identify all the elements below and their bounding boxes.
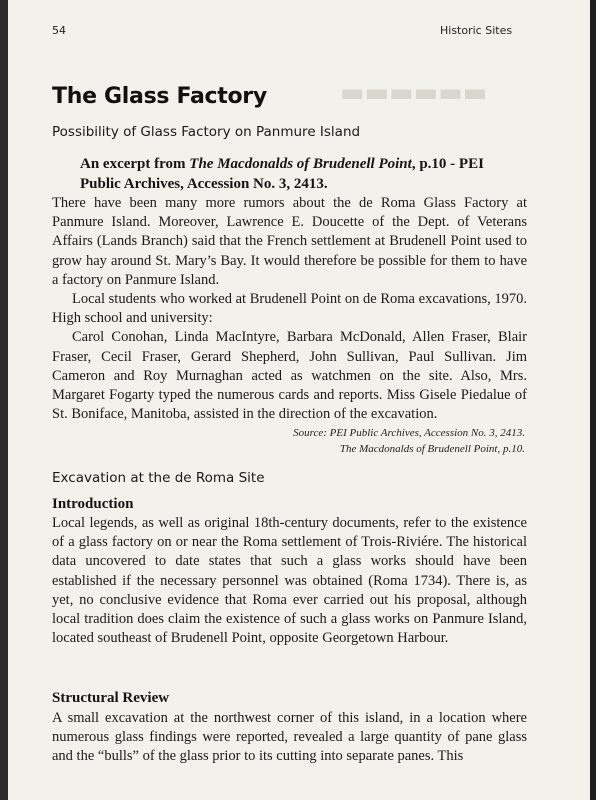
paragraph-structural-review: A small excavation at the northwest corner of this island, in a location where numerous glass findings were reported, revealed a large quantity of pane glass and the “bulls” of the glass prior to its cutting into separate panes. This bbox=[52, 710, 527, 765]
source-line-2: The Macdonalds of Brudenell Point, p.10. bbox=[339, 443, 525, 455]
section-heading-possibility: Possibility of Glass Factory on Panmure Island bbox=[52, 124, 361, 140]
source-line-1: Source: PEI Public Archives, Accession No. 3, 2413. bbox=[293, 427, 525, 439]
subheading-structural-review: Structural Review bbox=[52, 690, 170, 706]
page-edge-left bbox=[0, 0, 8, 800]
excerpt-book-title: The Macdonalds of Brudenell Point bbox=[189, 156, 412, 172]
page-edge-right bbox=[590, 0, 596, 800]
section1-body bbox=[52, 194, 527, 424]
introduction-text bbox=[52, 514, 527, 648]
paragraph-students: Local students who worked at Brudenell Point on de Roma excavations, 1970. High school and university: bbox=[52, 291, 527, 327]
paragraph-names: Carol Conohan, Linda MacIntyre, Barbara McDonald, Allen Fraser, Blair Fraser, Cecil Fraser, Gerard Shepherd, John Sullivan, Paul Sullivan. Jim Cameron and Roy Murnaghan acted as watchmen on the site. Also, Mrs. Margaret Fogarty typed the numerous cards and reports. Miss Gisele Piedalue of St. Boniface, Manitoba, assisted in the direction of the excavation. bbox=[52, 329, 527, 423]
paragraph-introduction: Local legends, as well as original 18th-century documents, refer to the existence of a glass factory on or near the Roma settlement of Trois-Riviére. The historical data uncovered to date states that such a glass works should have been established if the necessary personnel was obtained (Roma 1734). There is, as yet, no conclusive evidence that Roma ever carried out his proposal, although local tradition does claim the existence of such a glass works on Panmure Island, located southeast of Brudenell Point, opposite Georgetown Harbour. bbox=[52, 515, 527, 647]
excerpt-citation bbox=[80, 154, 520, 194]
bleed-through-text: ▬▬▬▬▬▬ bbox=[340, 78, 488, 108]
page-number: 54 bbox=[52, 24, 66, 37]
paragraph-rumors: There have been many more rumors about the de Roma Glass Factory at Panmure Island. Moreover, Lawrence E. Doucette of the Dept. of Veterans Affairs (Lands Branch) said that the French settlement at Brudenell Point used to grow hay around St. Mary’s Bay. It would therefore be possible for them to have a factory on Panmure Island. bbox=[52, 195, 527, 288]
subheading-introduction: Introduction bbox=[52, 496, 134, 512]
structural-review-text bbox=[52, 709, 527, 767]
page-title: The Glass Factory bbox=[52, 84, 267, 109]
source-citation bbox=[250, 425, 525, 457]
section-heading-excavation: Excavation at the de Roma Site bbox=[52, 470, 265, 486]
excerpt-suffix: , p.10 - PEI Public Archives, Accession No. 3, 2413. bbox=[80, 156, 484, 192]
excerpt-prefix: An excerpt from bbox=[80, 156, 190, 172]
running-header: Historic Sites bbox=[440, 24, 513, 37]
